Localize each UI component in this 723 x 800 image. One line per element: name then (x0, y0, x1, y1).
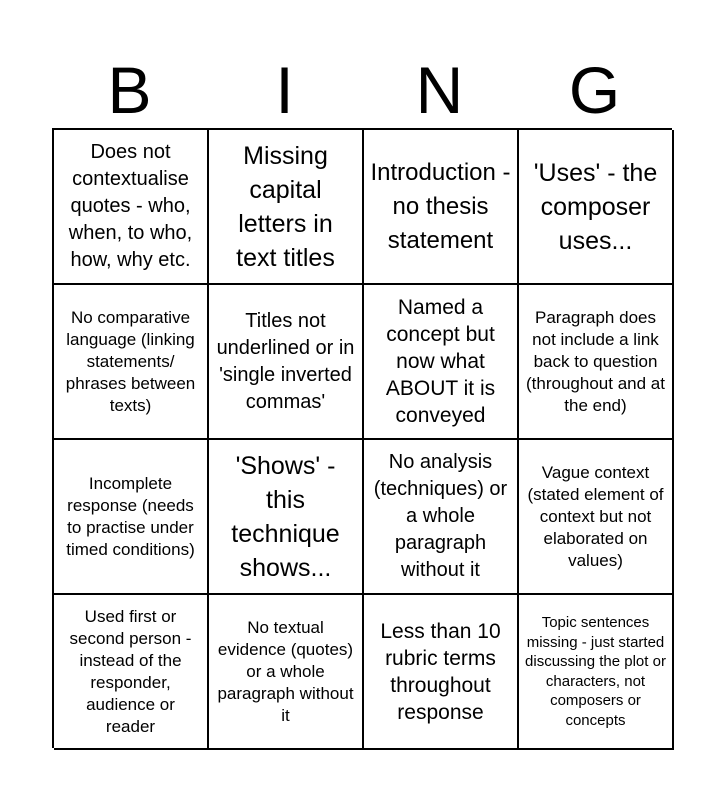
bingo-cell[interactable] (209, 285, 364, 440)
cell-text: No analysis (techniques) or a whole paragraph without it (373, 451, 508, 581)
bingo-cell[interactable] (364, 130, 519, 285)
bingo-cell[interactable] (54, 130, 209, 285)
cell-text: Missing capital letters in text titles (236, 141, 335, 272)
cell-text: Used first or second person - instead of the responder, audience or reader (69, 606, 192, 736)
header-letter-g: G (568, 53, 621, 127)
bingo-cell[interactable] (364, 285, 519, 440)
bingo-cell[interactable] (364, 595, 519, 750)
cell-text: Incomplete response (needs to practise under timed conditions) (66, 473, 195, 559)
bingo-cell[interactable] (519, 440, 674, 595)
bingo-header (52, 52, 672, 128)
cell-text: No comparative language (linking statements/ phrases between texts) (65, 307, 196, 415)
cell-text: 'Shows' - this technique shows... (231, 451, 340, 582)
bingo-cell[interactable] (519, 285, 674, 440)
cell-text: Topic sentences missing - just started discussing the plot or characters, not composers or concepts (525, 614, 666, 729)
cell-text: Paragraph does not include a link back to question (throughout and at the end) (526, 307, 665, 415)
header-letter-n: N (415, 53, 464, 127)
bingo-cell[interactable] (209, 130, 364, 285)
cell-text: Introduction - no thesis statement (370, 158, 511, 254)
cell-text: Does not contextualise quotes - who, when, to who, how, why etc. (68, 141, 193, 271)
header-letter-i: I (275, 53, 294, 127)
cell-text: Named a concept but now what ABOUT it is conveyed (385, 296, 496, 427)
cell-text: 'Uses' - the composer uses... (533, 158, 658, 255)
bingo-cell[interactable] (364, 440, 519, 595)
bingo-board (52, 128, 672, 748)
header-letter-b: B (107, 53, 152, 127)
bingo-cell[interactable] (54, 440, 209, 595)
bingo-cell[interactable] (54, 595, 209, 750)
cell-text: Vague context (stated element of context but not elaborated on values) (527, 462, 664, 570)
cell-text: Titles not underlined or in 'single inverted commas' (216, 309, 355, 413)
bingo-cell[interactable] (54, 285, 209, 440)
bingo-cell[interactable] (209, 440, 364, 595)
bingo-cell[interactable] (519, 130, 674, 285)
bingo-cell[interactable] (519, 595, 674, 750)
bingo-cell[interactable] (209, 595, 364, 750)
cell-text: No textual evidence (quotes) or a whole paragraph without it (217, 617, 354, 725)
cell-text: Less than 10 rubric terms throughout response (380, 619, 501, 724)
